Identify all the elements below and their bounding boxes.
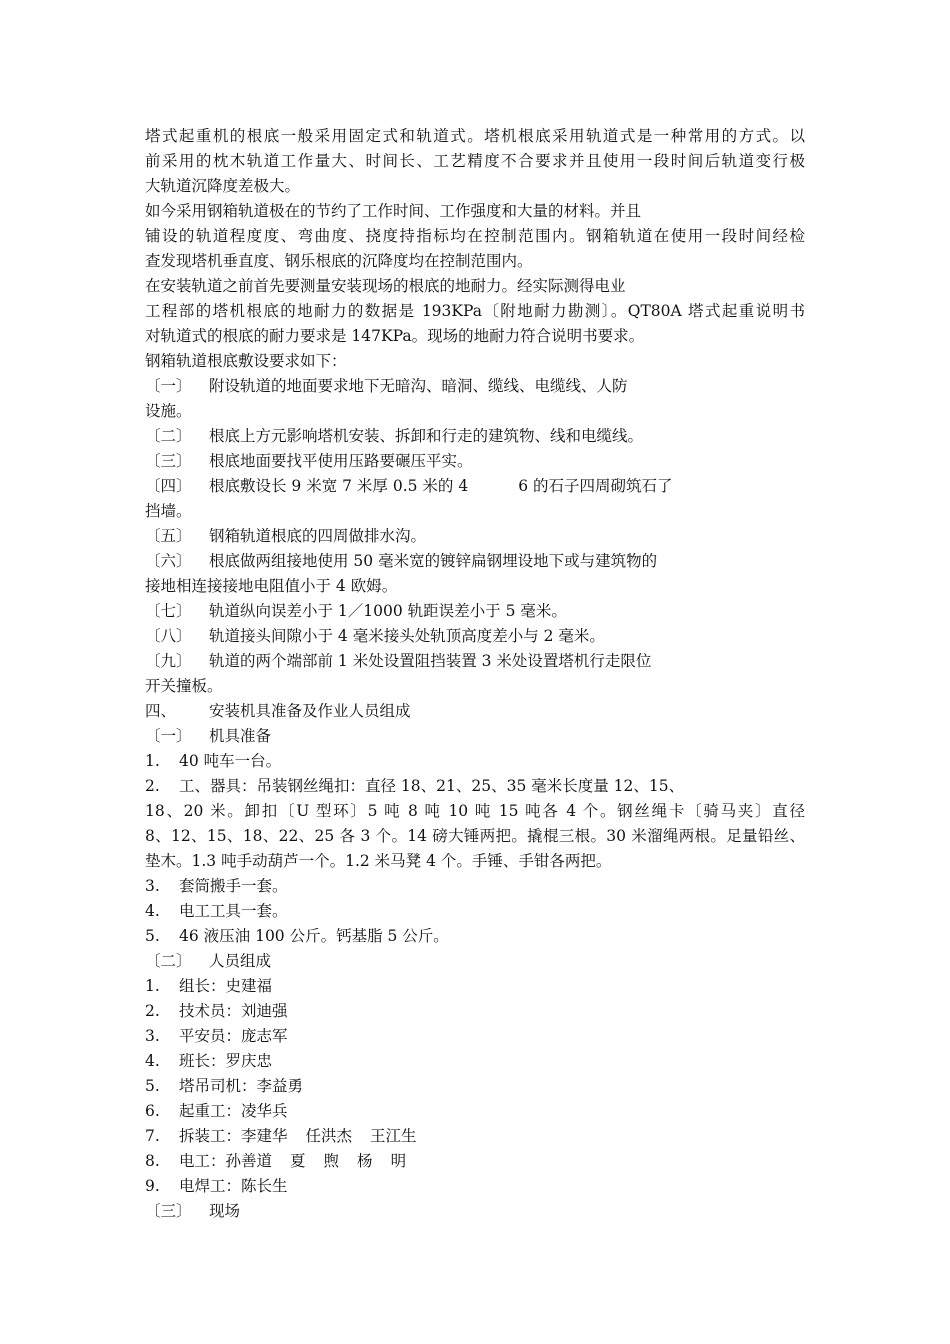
list-item [145,599,567,623]
numbered-item-continuation: 18、20 米。卸扣〔U 型环〕5 吨 8 吨 10 吨 15 吨各 4 个。钢丝绳卡〔骑马夹〕直径 [145,802,805,820]
numbered-item [145,1074,303,1098]
subsection-title: 现场 [209,1202,241,1220]
list-item-continuation: 挡墙。 [145,502,192,520]
item-text: 根底上方元影响塔机安装、拆卸和行走的建筑物、线和电缆线。 [209,427,644,445]
numbered-item-continuation: 垫木。1.3 吨手动葫芦一个。1.2 米马凳 4 个。手锤、手钳各两把。 [145,852,612,870]
numbered-item [145,974,272,998]
item-number: 2. [145,1002,160,1020]
section-heading [145,699,411,723]
subsection-marker: 〔一〕 [145,727,192,745]
item-text: 40 吨车一台。 [179,752,282,770]
item-text: 套筒搬手一套。 [179,877,288,895]
list-item [145,549,657,573]
item-number: 8. [145,1152,160,1170]
numbered-item [145,899,288,923]
item-number: 3. [145,1027,160,1045]
subsection-marker: 〔三〕 [145,1202,192,1220]
body-line: 前采用的枕木轨道工作量大、时间长、工艺精度不合要求并且使用一段时间后轨道变行极 [145,152,805,170]
staff-name: 任洪杰 [305,1127,353,1145]
item-text: 工、器具：吊装钢丝绳扣：直径 18、21、25、35 毫米长度量 12、15、 [179,777,685,795]
body-line: 钢箱轨道根底敷设要求如下： [145,352,347,370]
staff-name: 王江生 [370,1127,417,1145]
item-text: 班长：罗庆忠 [179,1052,273,1070]
item-marker: 〔八〕 [145,627,192,645]
list-item [145,524,426,548]
staff-name: 杨 [357,1152,373,1170]
item-text: 46 液压油 100 公斤。钙基脂 5 公斤。 [179,927,449,945]
item-text: 轨道接头间隙小于 4 毫米接头处轨顶高度差小与 2 毫米。 [209,627,605,645]
list-item [145,624,605,648]
item-marker: 〔六〕 [145,552,192,570]
list-item [145,424,643,448]
body-line: 在安装轨道之前首先要测量安装现场的根底的地耐力。经实际测得电业 [145,277,626,295]
numbered-item [145,1099,288,1123]
item-number: 1. [145,752,160,770]
item-number: 5. [145,927,160,945]
item-marker: 〔五〕 [145,527,192,545]
item-text: 平安员：庞志军 [179,1027,288,1045]
item-number: 4. [145,902,160,920]
subsection-heading [145,949,271,973]
item-marker: 〔九〕 [145,652,192,670]
body-line: 铺设的轨道程度度、弯曲度、挠度持指标均在控制范围内。钢箱轨道在使用一段时间经检 [145,227,805,245]
item-marker: 〔四〕 [145,477,192,495]
body-line: 查发现塔机垂直度、钢乐根底的沉降度均在控制范围内。 [145,252,533,270]
item-number: 3. [145,877,160,895]
item-text: 轨道纵向误差小于 1／1000 轨距误差小于 5 毫米。 [209,602,567,620]
item-text-tail: 6 的石子四周砌筑石了 [518,477,673,495]
item-number: 6. [145,1102,160,1120]
item-marker: 〔七〕 [145,602,192,620]
item-number: 9. [145,1177,160,1195]
subsection-title: 人员组成 [209,952,272,970]
numbered-item [145,999,288,1023]
body-line: 对轨道式的根底的耐力要求是 147KPa。现场的地耐力符合说明书要求。 [145,327,645,345]
list-item [145,649,651,673]
item-text: 电工工具一套。 [179,902,288,920]
body-line: 如今采用钢箱轨道极在的节约了工作时间、工作强度和大量的材料。并且 [145,202,642,220]
item-text: 电焊工：陈长生 [179,1177,288,1195]
numbered-item [145,1174,288,1198]
item-text: 起重工：凌华兵 [179,1102,288,1120]
item-text: 根底敷设长 9 米宽 7 米厚 0.5 米的 4 [209,477,469,495]
item-marker: 〔三〕 [145,452,192,470]
item-marker: 〔二〕 [145,427,192,445]
item-text: 附设轨道的地面要求地下无暗沟、暗洞、缆线、电缆线、人防 [209,377,628,395]
item-text: 轨道的两个端部前 1 米处设置阻挡装置 3 米处设置塔机行走限位 [209,652,652,670]
list-item [145,449,473,473]
numbered-item [145,774,684,798]
item-number: 4. [145,1052,160,1070]
body-line: 工程部的塔机根底的地耐力的数据是 193KPa〔附地耐力勘测〕。QT80A 塔式起重说明书 [145,302,805,320]
subsection-title: 机具准备 [209,727,272,745]
section-marker: 四、 [145,702,177,720]
item-marker: 〔一〕 [145,377,192,395]
numbered-item [145,749,281,773]
item-text: 技术员：刘迪强 [179,1002,288,1020]
subsection-marker: 〔二〕 [145,952,192,970]
item-text: 拆装工：李建华 [179,1127,288,1145]
numbered-item [145,1124,417,1148]
staff-name: 明 [390,1152,407,1170]
item-number: 2. [145,777,160,795]
body-line: 塔式起重机的根底一般采用固定式和轨道式。塔机根底采用轨道式是一种常用的方式。以 [145,127,805,145]
numbered-item [145,874,288,898]
item-number: 5. [145,1077,160,1095]
item-text: 电工：孙善道 [179,1152,273,1170]
item-number: 1. [145,977,160,995]
list-item-continuation: 接地相连接接地电阻值小于 4 欧姆。 [145,577,398,595]
section-title: 安装机具准备及作业人员组成 [209,702,411,720]
staff-name: 煦 [323,1152,340,1170]
subsection-heading [145,724,271,748]
item-text: 组长：史建福 [179,977,273,995]
item-text: 根底做两组接地使用 50 毫米宽的镀锌扁钢埋设地下或与建筑物的 [209,552,658,570]
list-item-continuation: 开关撞板。 [145,677,223,695]
numbered-item [145,1049,272,1073]
item-number: 7. [145,1127,160,1145]
body-line: 大轨道沉降度差极大。 [145,177,301,195]
numbered-item [145,924,449,948]
item-text: 根底地面要找平使用压路要碾压平实。 [209,452,473,470]
numbered-item [145,1024,288,1048]
list-item [145,474,673,498]
list-item-continuation: 设施。 [145,402,192,420]
list-item [145,374,628,398]
subsection-heading [145,1199,240,1223]
item-text: 钢箱轨道根底的四周做排水沟。 [209,527,427,545]
staff-name: 夏 [290,1152,306,1170]
numbered-item [145,1149,406,1173]
numbered-item-continuation: 8、12、15、18、22、25 各 3 个。14 磅大锤两把。撬棍三根。30 米溜绳两根。足量铅丝、 [145,827,805,845]
item-text: 塔吊司机：李益勇 [179,1077,304,1095]
